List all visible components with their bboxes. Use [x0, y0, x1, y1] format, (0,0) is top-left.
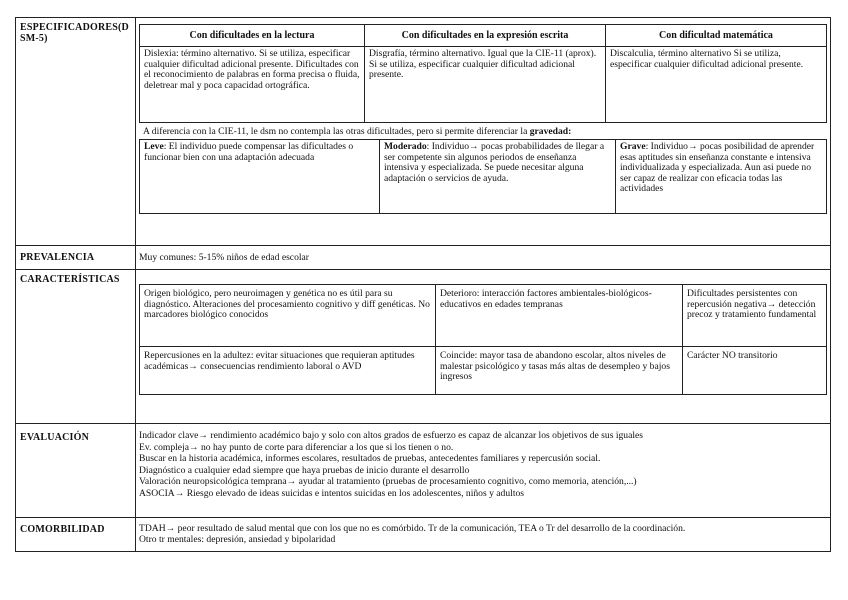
comorbilidad-line: Otro tr mentales: depresión, ansiedad y bipolaridad [139, 534, 336, 545]
row-especificadores [16, 18, 831, 246]
feature-no-transitorio: Carácter NO transitorio [683, 347, 827, 395]
feature-origen: Origen biológico, pero neuroimagen y genética no es útil para su diagnóstico. Alteraciones del procesamiento cognitivo y diff genéticas. No marcadores biológico conocidos [140, 285, 436, 347]
caracteristicas-content [136, 270, 831, 424]
row-comorbilidad [16, 518, 831, 552]
feature-deterioro: Deterioro: interacción factores ambientales-biológicos-educativos en edades tempranas [436, 285, 683, 347]
evaluacion-line: Ev. compleja→ no hay punto de corte para diferenciar a los que si los tienen o no. [139, 441, 454, 453]
evaluacion-line: Valoración neuropsicológica temprana→ ayudar al tratamiento (pruebas de procesamiento cognitivo, como memoria, atención,...) [139, 476, 637, 488]
especificadores-content [136, 18, 831, 246]
severity-grave-text: Individuo→ pocas posibilidad de aprender esas aptitudes sin enseñanza constante e intensiva individualizada y especializada. Aun asi puede no ser capaz de realizar con eficacia todas las actividades [620, 141, 815, 195]
evaluacion-line: ASOCIA→ Riesgo elevado de ideas suicidas e intentos suicidas en los adolescentes, niños y adultos [139, 487, 525, 499]
specifier-table [139, 24, 827, 123]
row-evaluacion [16, 424, 831, 518]
note-text: A diferencia con la CIE-11, le dsm no contempla las otras dificultades, pero si permite diferenciar la [143, 126, 528, 137]
severity-moderado-text: Individuo→ pocas probabilidades de llegar a ser competente sin algunos periodos de enseñanza intensiva y especializada. Se puede necesitar alguna adaptación o servicios de ayuda. [384, 141, 605, 184]
evaluacion-content [136, 424, 831, 518]
label-especificadores: ESPECIFICADORES(DSM-5) [16, 18, 136, 246]
severity-leve-name: Leve [144, 141, 164, 152]
feature-persistentes: Dificultades persistentes con repercusión negativa→ detección precoz y tratamiento fundamental [683, 285, 827, 347]
severity-grave-name: Grave [620, 141, 646, 152]
severity-grave: Grave: Individuo→ pocas posibilidad de aprender esas aptitudes sin enseñanza constante e intensiva individualizada y especializada. Aun asi puede no ser capaz de realizar con eficacia todas las actividades [616, 140, 827, 214]
header-escritura: Con dificultades en la expresión escrita [365, 25, 606, 47]
summary-table [15, 17, 831, 552]
header-matematica: Con dificultad matemática [606, 25, 827, 47]
row-prevalencia [16, 246, 831, 270]
severity-leve-text: El individuo puede compensar las dificultades o funcionar bien con una adaptación adecuada [144, 141, 354, 163]
def-dislexia: Dislexia: término alternativo. Si se utiliza, especificar cualquier dificultad adicional presente. Dificultades con el reconocimiento de palabras en forma precisa o fluida, deletrear mal y poca capacidad ortográfica. [140, 47, 365, 123]
severity-table [139, 139, 827, 214]
comorbilidad-line: TDAH→ peor resultado de salud mental que con los que no es comórbido. Tr de la comunicación, TEA o Tr del desarrollo de la coordinación. [139, 523, 686, 534]
label-comorbilidad: COMORBILIDAD [16, 518, 136, 552]
prevalencia-text: Muy comunes: 5-15% niños de edad escolar [136, 246, 831, 270]
note-bold: gravedad: [529, 126, 572, 137]
label-prevalencia: PREVALENCIA [16, 246, 136, 270]
label-caracteristicas: CARACTERÍSTICAS [16, 270, 136, 424]
feature-repercusiones: Repercusiones en la adultez: evitar situaciones que requieran aptitudes académicas→ consecuencias rendimiento laboral o AVD [140, 347, 436, 395]
comorbilidad-content [136, 518, 831, 552]
severity-moderado-name: Moderado [384, 141, 427, 152]
label-evaluacion: EVALUACIÓN [16, 424, 136, 518]
evaluacion-line: Diagnóstico a cualquier edad siempre que haya pruebas de inicio durante el desarrollo [139, 464, 470, 476]
row-caracteristicas [16, 270, 831, 424]
def-discalculia: Discalculia, término alternativo Si se utiliza, especificar cualquier dificultad adicional presente. [606, 47, 827, 123]
evaluacion-line: Buscar en la historia académica, informes escolares, resultados de pruebas, antecedentes familiares y repercusión social. [139, 453, 601, 465]
header-lectura: Con dificultades en la lectura [140, 25, 365, 47]
gravedad-note [139, 123, 827, 139]
feature-coincide: Coincide: mayor tasa de abandono escolar, altos niveles de malestar psicológico y tasas más altas de desempleo y bajos ingresos [436, 347, 683, 395]
def-disgrafia: Disgrafía, término alternativo. Igual que la CIE-11 (aprox). Si se utiliza, especificar cualquier dificultad adicional presente. [365, 47, 606, 123]
severity-leve: Leve: El individuo puede compensar las dificultades o funcionar bien con una adaptación adecuada [140, 140, 380, 214]
evaluacion-line: Indicador clave→ rendimiento académico bajo y solo con altos grados de esfuerzo es capaz de alcanzar los objetivos de sus iguales [139, 430, 644, 441]
features-table [139, 284, 827, 395]
severity-moderado: Moderado: Individuo→ pocas probabilidades de llegar a ser competente sin algunos periodos de enseñanza intensiva y especializada. Se puede necesitar alguna adaptación o servicios de ayuda. [380, 140, 616, 214]
